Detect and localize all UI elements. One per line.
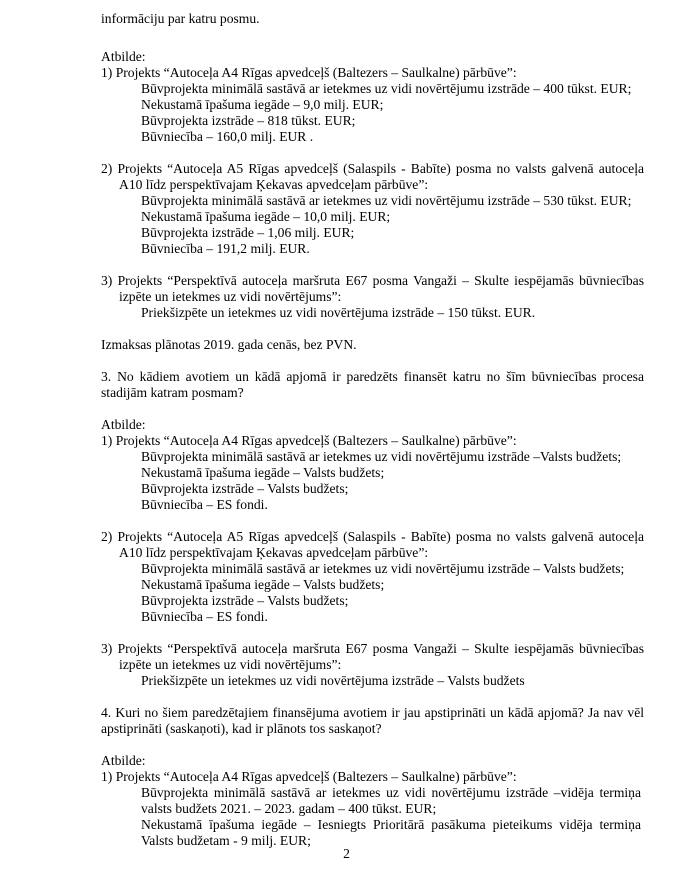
list-item: Būvprojekta minimālā sastāvā ar ietekmes uz vidi novērtējumu izstrāde – 530 tūkst. EUR; xyxy=(141,193,632,208)
project-title: 1) Projekts “Autoceļa A4 Rīgas apvedceļš (Baltezers – Saulkalne) pārbūve”: xyxy=(101,769,517,784)
list-item: Nekustamā īpašuma iegāde – Iesniegts Prioritārā pasākuma pieteikums vidēja termiņa xyxy=(141,817,641,832)
list-item: Būvprojekta minimālā sastāvā ar ietekmes uz vidi novērtējumu izstrāde – 400 tūkst. EUR; xyxy=(141,81,632,96)
answer-label: Atbilde: xyxy=(101,417,146,432)
list-item: Nekustamā īpašuma iegāde – 10,0 milj. EUR; xyxy=(141,209,391,224)
project-title-cont: izpēte un ietekmes uz vidi novērtējums”: xyxy=(119,657,342,672)
list-item-cont: valsts budžets 2021. – 2023. gadam – 400 tūkst. EUR; xyxy=(141,801,437,816)
question-4: 4. Kuri no šiem paredzētajiem finansējuma avotiem ir jau apstiprināti un kādā apjomā? Ja nav vēl xyxy=(101,705,644,720)
project-title-cont: A10 līdz perspektīvajam Ķekavas apvedceļam pārbūve”: xyxy=(119,177,429,192)
list-item: Būvniecība – 191,2 milj. EUR. xyxy=(141,241,310,256)
project-title-cont: A10 līdz perspektīvajam Ķekavas apvedceļam pārbūve”: xyxy=(119,545,429,560)
list-item: Būvprojekta minimālā sastāvā ar ietekmes uz vidi novērtējumu izstrāde –vidēja termiņa xyxy=(141,785,641,800)
question-3: 3. No kādiem avotiem un kādā apjomā ir paredzēts finansēt katru no šīm būvniecības procesa xyxy=(101,369,644,384)
list-item: Būvniecība – ES fondi. xyxy=(141,609,268,624)
intro-tail: informāciju par katru posmu. xyxy=(101,11,260,26)
list-item: Nekustamā īpašuma iegāde – Valsts budžets; xyxy=(141,465,385,480)
project-title: 3) Projekts “Perspektīvā autoceļa maršruta E67 posma Vangaži – Skulte iespējamās būvniecības xyxy=(101,641,644,656)
list-item: Būvprojekta minimālā sastāvā ar ietekmes uz vidi novērtējumu izstrāde –Valsts budžets; xyxy=(141,449,622,464)
list-item: Būvniecība – ES fondi. xyxy=(141,497,268,512)
question-4-cont: apstiprināti (saskaņoti), kad ir plānots tos saskaņot? xyxy=(101,721,382,736)
project-title: 3) Projekts “Perspektīvā autoceļa maršruta E67 posma Vangaži – Skulte iespējamās būvniecības xyxy=(101,273,644,288)
list-item: Būvniecība – 160,0 milj. EUR . xyxy=(141,129,314,144)
project-title: 1) Projekts “Autoceļa A4 Rīgas apvedceļš (Baltezers – Saulkalne) pārbūve”: xyxy=(101,433,517,448)
answer-label: Atbilde: xyxy=(101,753,146,768)
list-item: Būvprojekta minimālā sastāvā ar ietekmes uz vidi novērtējumu izstrāde – Valsts budžets; xyxy=(141,561,625,576)
project-title: 2) Projekts “Autoceļa A5 Rīgas apvedceļš (Salaspils - Babīte) posma no valsts galvenā autoceļa xyxy=(101,529,644,544)
question-3-cont: stadijām katram posmam? xyxy=(101,385,244,400)
list-item: Nekustamā īpašuma iegāde – 9,0 milj. EUR; xyxy=(141,97,384,112)
list-item: Priekšizpēte un ietekmes uz vidi novērtējuma izstrāde – 150 tūkst. EUR. xyxy=(141,305,536,320)
project-title: 2) Projekts “Autoceļa A5 Rīgas apvedceļš (Salaspils - Babīte) posma no valsts galvenā autoceļa xyxy=(101,161,644,176)
list-item-cont: Valsts budžetam - 9 milj. EUR; xyxy=(141,833,311,848)
page-number: 2 xyxy=(343,846,350,861)
list-item: Būvprojekta izstrāde – 1,06 milj. EUR; xyxy=(141,225,355,240)
project-title-cont: izpēte un ietekmes uz vidi novērtējums”: xyxy=(119,289,342,304)
answer-label: Atbilde: xyxy=(101,49,146,64)
list-item: Būvprojekta izstrāde – Valsts budžets; xyxy=(141,593,349,608)
list-item: Priekšizpēte un ietekmes uz vidi novērtējuma izstrāde – Valsts budžets xyxy=(141,673,525,688)
cost-note: Izmaksas plānotas 2019. gada cenās, bez PVN. xyxy=(101,337,357,352)
list-item: Nekustamā īpašuma iegāde – Valsts budžets; xyxy=(141,577,385,592)
project-title: 1) Projekts “Autoceļa A4 Rīgas apvedceļš (Baltezers – Saulkalne) pārbūve”: xyxy=(101,65,517,80)
list-item: Būvprojekta izstrāde – 818 tūkst. EUR; xyxy=(141,113,356,128)
list-item: Būvprojekta izstrāde – Valsts budžets; xyxy=(141,481,349,496)
